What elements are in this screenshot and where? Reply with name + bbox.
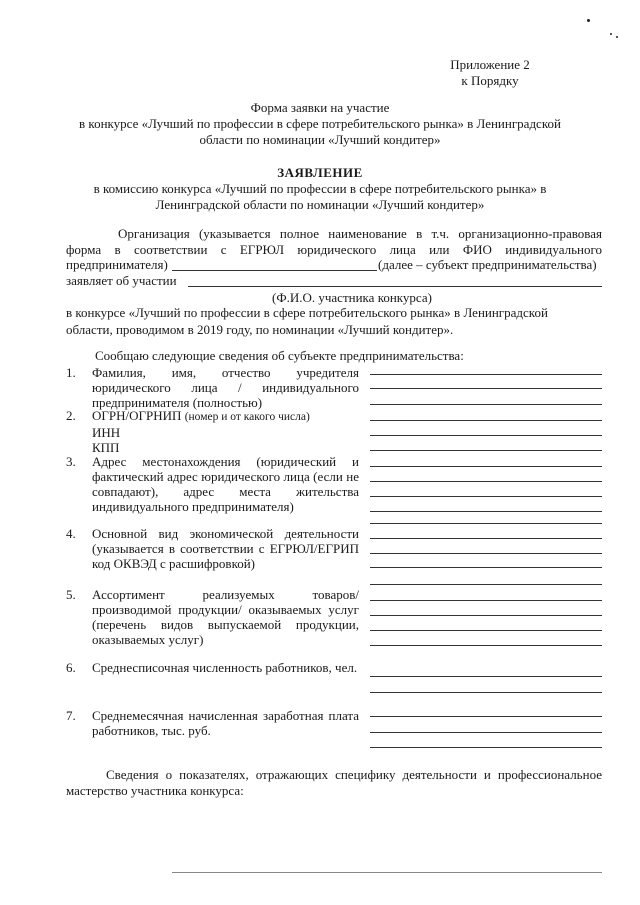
founder-name-line-3[interactable] bbox=[370, 404, 602, 405]
kpp-field[interactable] bbox=[370, 450, 602, 451]
org-line-5: в конкурсе «Лучший по профессии в сфере потребительского рынка» в Ленинградской bbox=[66, 305, 548, 320]
salary-line-3[interactable] bbox=[370, 747, 602, 748]
item-activity bbox=[92, 526, 359, 571]
item-line: Фамилия, имя, отчество учредителя bbox=[92, 365, 359, 380]
item-headcount bbox=[92, 660, 359, 675]
ogrn-field[interactable] bbox=[370, 420, 602, 421]
assortment-line-1[interactable] bbox=[370, 584, 602, 585]
assortment-line-2[interactable] bbox=[370, 600, 602, 601]
appendix-line-2: к Порядку bbox=[461, 73, 519, 88]
indicators-line-1: Сведения о показателях, отражающих специфику деятельности и профессиональное bbox=[106, 767, 602, 782]
form-title bbox=[40, 100, 600, 148]
appendix-line-1: Приложение 2 bbox=[450, 57, 530, 72]
appendix-note bbox=[420, 57, 560, 89]
item-line: фактический адрес юридического лица (если не bbox=[92, 469, 359, 484]
item-salary bbox=[92, 708, 359, 738]
item-number: 2. bbox=[66, 408, 76, 423]
org-line-3-end: (далее – субъект предпринимательства) bbox=[378, 257, 597, 272]
address-line-5[interactable] bbox=[370, 523, 602, 524]
item-line: производимой продукции/ оказываемых услуг bbox=[92, 602, 359, 617]
item-registration bbox=[92, 408, 359, 455]
item-line: предпринимателя (полностью) bbox=[92, 395, 263, 410]
item-line: Среднемесячная начисленная заработная плата bbox=[92, 708, 359, 723]
item-line-note: (номер и от какого числа) bbox=[184, 411, 310, 423]
item-line: ОГРН/ОГРНИП bbox=[92, 408, 182, 423]
item-founder-name bbox=[92, 365, 359, 410]
bottom-rule bbox=[172, 872, 602, 873]
item-line: КПП bbox=[92, 440, 120, 455]
item-line: код ОКВЭД с расшифровкой) bbox=[92, 556, 256, 571]
form-title-line-2: в конкурсе «Лучший по профессии в сфере потребительского рынка» в Ленинградской bbox=[79, 116, 561, 131]
activity-line-1[interactable] bbox=[370, 538, 602, 539]
scan-speck bbox=[587, 19, 590, 22]
activity-line-3[interactable] bbox=[370, 567, 602, 568]
item-number: 7. bbox=[66, 708, 76, 723]
item-line: (указывается в соответствии с ЕГРЮЛ/ЕГРИП bbox=[92, 541, 359, 556]
item-number: 6. bbox=[66, 660, 76, 675]
participant-name-field[interactable] bbox=[188, 286, 602, 287]
headcount-line-1[interactable] bbox=[370, 676, 602, 677]
org-line-1: Организация (указывается полное наименование в т.ч. организационно-правовая bbox=[118, 226, 602, 241]
salary-line-1[interactable] bbox=[370, 716, 602, 717]
participant-name-caption: (Ф.И.О. участника конкурса) bbox=[272, 290, 432, 305]
indicators-line-2: мастерство участника конкурса: bbox=[66, 783, 244, 798]
org-name-field[interactable] bbox=[172, 270, 377, 271]
item-line: (перечень видов выпускаемой продукции, bbox=[92, 617, 359, 632]
item-line: Адрес местонахождения (юридический и bbox=[92, 454, 359, 469]
founder-name-line-1[interactable] bbox=[370, 374, 602, 375]
org-line-3-start: предпринимателя) bbox=[66, 257, 168, 272]
statement-line-2: Ленинградской области по номинации «Лучший кондитер» bbox=[155, 197, 485, 212]
address-line-3[interactable] bbox=[370, 496, 602, 497]
headcount-line-2[interactable] bbox=[370, 692, 602, 693]
item-line: совпадают), адрес места жительства bbox=[92, 484, 359, 499]
salary-line-2[interactable] bbox=[370, 732, 602, 733]
statement-subheading bbox=[40, 181, 600, 213]
statement-line-1: в комиссию конкурса «Лучший по профессии в сфере потребительского рынка» в bbox=[93, 181, 547, 196]
item-number: 1. bbox=[66, 365, 76, 380]
item-assortment bbox=[92, 587, 359, 647]
item-line: оказываемых услуг) bbox=[92, 632, 204, 647]
org-line-6: области, проводимом в 2019 году, по номинации «Лучший кондитер». bbox=[66, 322, 454, 337]
address-line-1[interactable] bbox=[370, 466, 602, 467]
item-line: Основной вид экономической деятельности bbox=[92, 526, 359, 541]
org-line-4: заявляет об участии bbox=[66, 273, 177, 288]
item-address bbox=[92, 454, 359, 514]
item-line: индивидуального предпринимателя) bbox=[92, 499, 294, 514]
inn-field[interactable] bbox=[370, 435, 602, 436]
address-line-4[interactable] bbox=[370, 511, 602, 512]
item-line: Ассортимент реализуемых товаров/ bbox=[92, 587, 359, 602]
scan-speck bbox=[610, 33, 612, 35]
item-number: 4. bbox=[66, 526, 76, 541]
activity-line-2[interactable] bbox=[370, 553, 602, 554]
item-line: юридического лица / индивидуального bbox=[92, 380, 359, 395]
item-line: работников, тыс. руб. bbox=[92, 723, 211, 738]
item-number: 3. bbox=[66, 454, 76, 469]
item-line: Среднесписочная численность работников, чел. bbox=[92, 660, 358, 675]
form-title-line-1: Форма заявки на участие bbox=[250, 100, 390, 115]
org-line-2: форма в соответствии с ЕГРЮЛ юридического лица или ФИО индивидуального bbox=[66, 242, 602, 257]
info-intro: Сообщаю следующие сведения об субъекте предпринимательства: bbox=[95, 348, 464, 363]
founder-name-line-2[interactable] bbox=[370, 388, 602, 389]
item-number: 5. bbox=[66, 587, 76, 602]
assortment-line-4[interactable] bbox=[370, 630, 602, 631]
form-title-line-3: области по номинации «Лучший кондитер» bbox=[199, 132, 441, 147]
assortment-line-5[interactable] bbox=[370, 645, 602, 646]
statement-heading: ЗАЯВЛЕНИЕ bbox=[277, 165, 363, 180]
scan-speck bbox=[616, 36, 618, 38]
assortment-line-3[interactable] bbox=[370, 615, 602, 616]
address-line-2[interactable] bbox=[370, 481, 602, 482]
item-line: ИНН bbox=[92, 425, 121, 440]
